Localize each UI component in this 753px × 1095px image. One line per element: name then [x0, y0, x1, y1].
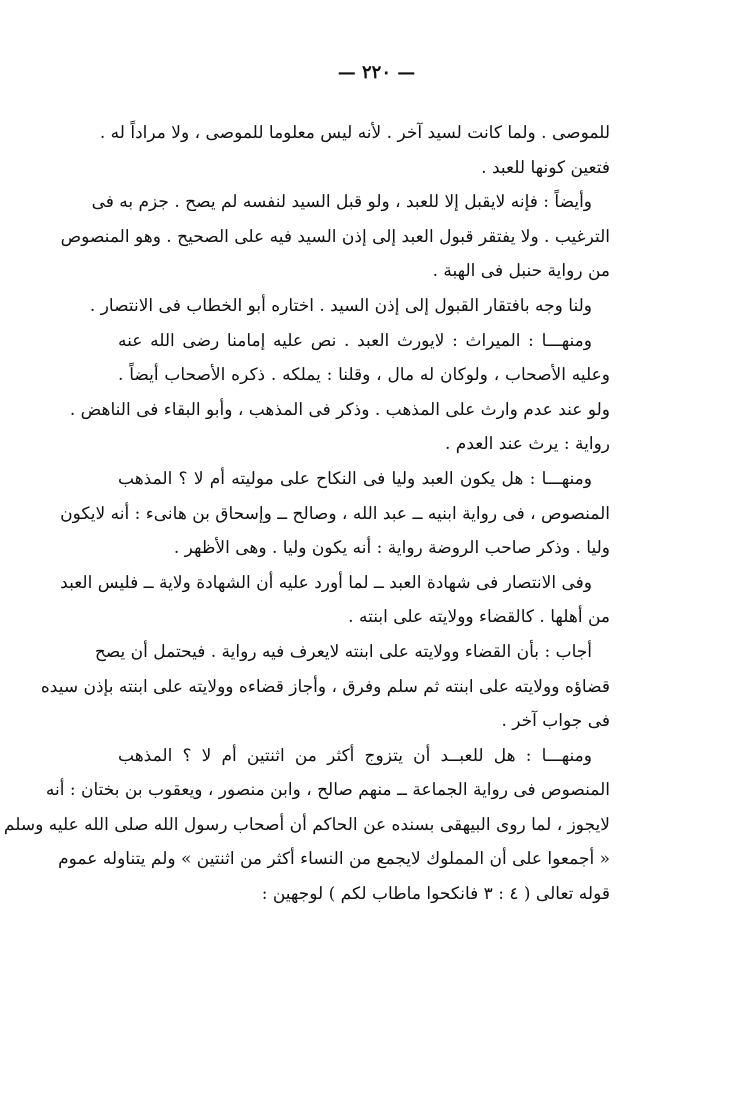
text-line: قضاؤه وولايته على ابنته ثم سلم وفرق ، وأجاز قضاءه وولايته على ابنته بإذن سيده [40, 676, 610, 697]
text-line: المنصوص فى رواية الجماعة ــ منهم صالح ، وابن منصور ، ويعقوب بن بختان : أنه [45, 780, 610, 801]
text-line: المنصوص ، فى رواية ابنيه ــ عبد الله ، وصالح ــ وإسحاق بن هانىء : أنه لايكون [60, 503, 610, 524]
text-line: فتعين كونها للعبد . [481, 157, 610, 178]
text-line: ولنا وجه بافتقار القبول إلى إذن السيد . اختاره أبو الخطاب فى الانتصار . [89, 295, 592, 316]
text-line: وليا . وذكر صاحب الروضة رواية : أنه يكون وليا . وهى الأظهر . [173, 538, 610, 559]
page-number: — ٢٢٠ — [337, 62, 416, 83]
text-line: « أجمعوا على أن المملوك لايجمع من النساء أكثر من اثنتين » ولم يتناوله عموم [58, 849, 610, 870]
text-line: ومنهـــا : هل يكون العبد وليا فى النكاح على موليته أم لا ؟ المذهب [118, 468, 592, 489]
text-line: ولو عند عدم وارث على المذهب . وذكر فى المذهب ، وأبو البقاء فى الناهض . [69, 399, 610, 420]
text-line: وفى الانتصار فى شهادة العبد ــ لما أورد عليه أن الشهادة ولاية ــ فليس العبد [60, 572, 592, 593]
text-line: وأيضاً : فإنه لايقبل إلا للعبد ، ولو قبل السيد لنفسه لم يصح . جزم به فى [91, 192, 592, 213]
text-line: قوله تعالى ( ٤ : ٣ فانكحوا ماطاب لكم ) لوجهين : [261, 884, 610, 905]
text-line: ومنهـــا : الميراث : لايورث العبد . نص عليه إمامنا رضى الله عنه [118, 330, 592, 351]
body-text [3, 116, 610, 912]
text-line: للموصى . ولما كانت لسيد آخر . لأنه ليس معلوما للموصى ، ولا مراداً له . [99, 123, 610, 143]
text-line: ومنهـــا : هل للعبــد أن يتزوج أكثر من اثنتين أم لا ؟ المذهب [118, 745, 592, 766]
text-line: وعليه الأصحاب ، ولوكان له مال ، وقلنا : يملكه . ذكره الأصحاب أيضاً . [118, 365, 610, 386]
text-line: لايجوز ، لما روى البيهقى بسنده عن الحاكم أن أصحاب رسول الله صلى الله عليه وسلم [3, 814, 610, 835]
text-line: من رواية حنبل فى الهبة . [432, 261, 610, 282]
text-line: أجاب : بأن القضاء وولايته على ابنته لايعرف فيه رواية . فيحتمل أن يصح [94, 641, 592, 662]
text-line: رواية : يرث عند العدم . [444, 434, 610, 455]
text-line: من أهلها . كالقضاء وولايته على ابنته . [348, 607, 610, 628]
text-line: فى جواب آخر . [501, 711, 610, 732]
text-line: الترغيب . ولا يفتقر قبول العبد إلى إذن السيد فيه على الصحيح . وهو المنصوص [60, 226, 610, 247]
